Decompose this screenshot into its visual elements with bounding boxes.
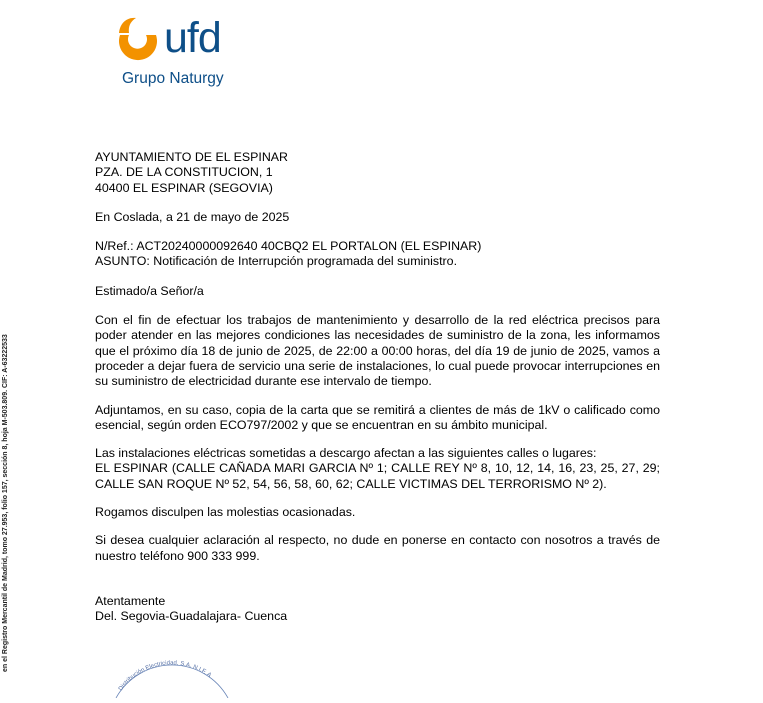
- affected-streets: EL ESPINAR (CALLE CAÑADA MARI GARCIA Nº 1; CALLE REY Nº 8, 10, 12, 14, 16, 23, 25, 27, 29; CALLE SAN ROQUE Nº 52, 54, 56, 58, 60, 62; CALLE VICTIMAS DEL TERRORISMO Nº 2).: [95, 461, 660, 491]
- closing: Atentamente: [95, 593, 166, 608]
- letter-body: [95, 150, 660, 625]
- paragraph-attachment: Adjuntamos, en su caso, copia de la carta que se remitirá a clientes de más de 1kV o calificado como esencial, según orden ECO797/2002 y que se encuentran en su ámbito municipal.: [95, 402, 660, 432]
- stamp-text: Distribución Electricidad, S.A. N.I.F. A: [117, 660, 213, 693]
- contact-paragraph: Si desea cualquier aclaración al respecto, no dude en ponerse en contacto con nosotros a través de nuestro teléfono 900 333 999.: [95, 533, 660, 563]
- company-logo: [116, 15, 246, 95]
- logo-wordmark: ufd: [164, 14, 221, 62]
- paragraph-notice: Con el fin de efectuar los trabajos de mantenimiento y desarrollo de la red eléctrica precisos para poder atender en las mejores condiciones las necesidades de suministro de la zona, les informamos que el próximo día 18 de junio de 2025, de 22:00 a 00:00 horas, del día 19 de junio de 2025, vamos a proceder a dejar fuera de servicio una serie de instalaciones, lo cual puede provocar interrupciones en su suministro de electricidad durante ese intervalo de tiempo.: [95, 313, 660, 389]
- affected-intro: Las instalaciones eléctricas sometidas a descargo afectan a las siguientes calles o lugares:: [95, 446, 597, 461]
- company-stamp: [112, 658, 232, 698]
- logo-subtitle: Grupo Naturgy: [122, 70, 224, 87]
- recipient-line: AYUNTAMIENTO DE EL ESPINAR: [95, 150, 289, 164]
- registry-note: en el Registro Mercantil de Madrid, tomo 27.953, folio 157, sección 8, hoja M-503.809. CIF: A-63222533: [2, 334, 9, 672]
- recipient-line: PZA. DE LA CONSTITUCION, 1: [95, 165, 273, 180]
- ufd-swirl-icon: [116, 15, 162, 61]
- greeting: Estimado/a Señor/a: [95, 283, 204, 298]
- svg-text:Distribución Electricidad, S.A: [118, 660, 212, 692]
- signature-department: Del. Segovia-Guadalajara- Cuenca: [95, 609, 288, 624]
- recipient-address: [95, 150, 660, 196]
- recipient-line: 40400 EL ESPINAR (SEGOVIA): [95, 180, 273, 195]
- subject-line: ASUNTO: Notificación de Interrupción programada del suministro.: [95, 254, 458, 269]
- apology-line: Rogamos disculpen las molestias ocasionadas.: [95, 505, 356, 520]
- date-line: En Coslada, a 21 de mayo de 2025: [95, 209, 290, 224]
- reference-line: N/Ref.: ACT20240000092640 40CBQ2 EL PORTALON (EL ESPINAR): [95, 239, 482, 254]
